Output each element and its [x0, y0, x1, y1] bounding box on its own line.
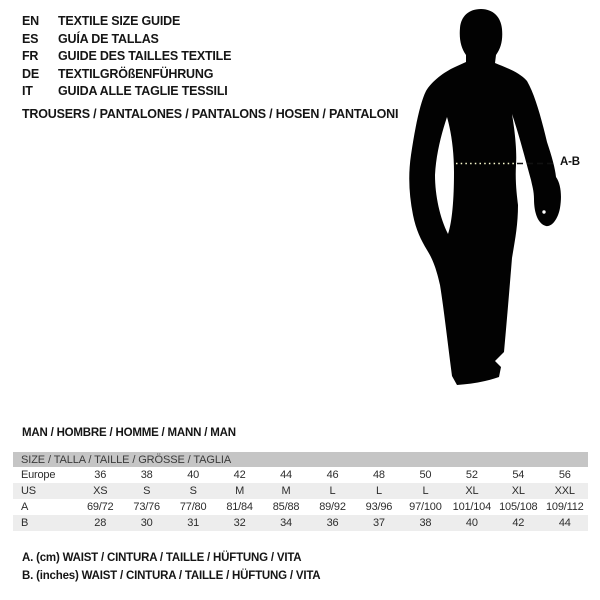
size-cell: 101/104	[452, 501, 492, 513]
language-code: EN	[22, 14, 39, 28]
size-cell: 36	[309, 515, 355, 531]
size-cell: XL	[449, 483, 495, 499]
size-cell: 31	[170, 515, 216, 531]
size-cell: 34	[263, 515, 309, 531]
size-cell: 37	[356, 515, 402, 531]
size-table-wrap	[13, 452, 588, 531]
note-b: B. (inches) WAIST / CINTURA / TAILLE / HÜFTUNG / VITA	[22, 569, 321, 582]
size-cell: 38	[402, 515, 448, 531]
size-cell: S	[170, 483, 216, 499]
size-cell: 69/72	[86, 501, 114, 513]
size-cell: 54	[512, 469, 525, 481]
language-title: GUÍA DE TALLAS	[58, 31, 159, 46]
size-cell: 97/100	[409, 501, 442, 513]
section-heading: MAN / HOMBRE / HOMME / MANN / MAN	[22, 427, 236, 439]
language-code: ES	[22, 31, 39, 46]
row-label: A	[21, 501, 29, 513]
row-label: B	[13, 515, 77, 531]
table-row-b-inches	[13, 515, 588, 531]
language-title: TEXTILGRÖßENFÜHRUNG	[58, 66, 214, 81]
size-table-header: SIZE / TALLA / TAILLE / GRÖSSE / TAGLIA	[13, 452, 588, 467]
language-title: GUIDE DES TAILLES TEXTILE	[58, 49, 232, 63]
size-table-header-row	[13, 452, 588, 467]
table-row-europe	[13, 467, 588, 483]
size-cell: 44	[280, 469, 292, 481]
size-cell: 50	[419, 469, 432, 481]
size-cell: 77/80	[179, 501, 207, 513]
size-cell: 38	[140, 469, 153, 481]
size-cell: L	[402, 483, 448, 499]
size-cell: S	[123, 483, 169, 499]
size-cell: 48	[373, 469, 385, 481]
measure-label: A-B	[560, 156, 580, 168]
language-title: TEXTILE SIZE GUIDE	[58, 14, 181, 28]
row-label: US	[13, 483, 77, 499]
language-title: GUIDA ALLE TAGLIE TESSILI	[58, 84, 228, 98]
size-cell: 40	[187, 469, 200, 481]
figure-diagram	[385, 0, 585, 400]
language-code: DE	[22, 66, 39, 81]
language-row	[22, 48, 231, 66]
row-label: Europe	[21, 469, 56, 481]
size-cell: 42	[233, 469, 246, 481]
size-cell: 93/96	[365, 501, 393, 513]
size-cell: L	[309, 483, 355, 499]
size-cell: 105/108	[499, 501, 538, 513]
size-cell: 32	[216, 515, 262, 531]
size-cell: 85/88	[272, 501, 300, 513]
size-cell: 89/92	[319, 501, 346, 513]
size-cell: L	[356, 483, 402, 499]
size-cell: 42	[495, 515, 541, 531]
table-row-a-cm	[13, 499, 588, 515]
size-cell: XL	[495, 483, 541, 499]
size-cell: M	[263, 483, 309, 499]
product-heading: TROUSERS / PANTALONES / PANTALONS / HOSEN / PANTALONI	[22, 107, 399, 121]
size-cell: 46	[326, 469, 339, 481]
language-code: FR	[22, 49, 39, 63]
size-cell: 109/112	[545, 501, 584, 513]
language-row	[22, 66, 231, 84]
size-cell: 52	[465, 469, 478, 481]
language-row	[22, 13, 231, 31]
language-row	[22, 83, 231, 101]
size-cell: 73/76	[133, 501, 160, 513]
size-cell: 56	[558, 469, 571, 481]
size-cell: 40	[449, 515, 495, 531]
size-table	[13, 452, 588, 531]
size-cell: XS	[77, 483, 123, 499]
hand-highlight	[542, 210, 545, 213]
size-cell: 30	[123, 515, 169, 531]
language-row	[22, 31, 231, 49]
size-cell: 28	[77, 515, 123, 531]
size-cell: 44	[542, 515, 588, 531]
size-cell: XXL	[542, 483, 588, 499]
language-code: IT	[22, 84, 33, 98]
size-cell: 36	[94, 469, 107, 481]
measurement-notes	[22, 550, 320, 585]
size-cell: M	[216, 483, 262, 499]
table-row-us	[13, 483, 588, 499]
note-a: A. (cm) WAIST / CINTURA / TAILLE / HÜFTUNG / VITA	[22, 552, 302, 564]
man-silhouette	[385, 0, 585, 400]
size-cell: 81/84	[226, 501, 253, 513]
language-legend	[22, 13, 231, 101]
